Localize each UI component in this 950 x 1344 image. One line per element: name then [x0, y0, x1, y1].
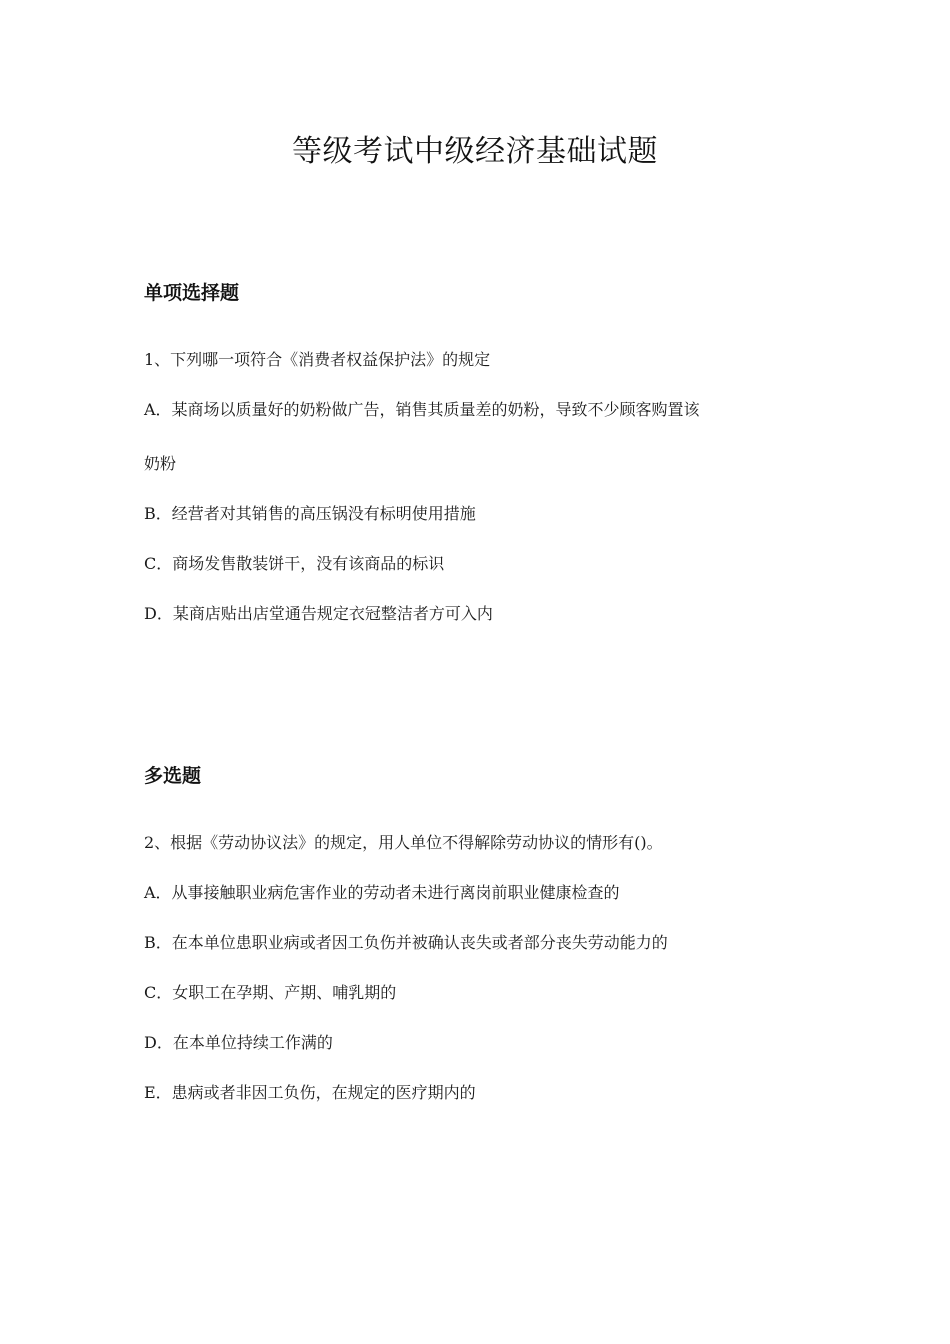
question-1-option-d: D．某商店贴出店堂通告规定衣冠整洁者方可入内: [144, 604, 493, 623]
question-1-option-b: B．经营者对其销售的高压锅没有标明使用措施: [144, 504, 476, 523]
question-2-option-b: B．在本单位患职业病或者因工负伤并被确认丧失或者部分丧失劳动能力的: [144, 933, 668, 952]
document-title: 等级考试中级经济基础试题: [292, 134, 658, 169]
question-2-option-d: D．在本单位持续工作满的: [144, 1033, 333, 1052]
section-heading-multiple-choice: 多选题: [144, 765, 202, 787]
section-heading-single-choice: 单项选择题: [144, 282, 240, 304]
question-1-text: 1、下列哪一项符合《消费者权益保护法》的规定: [144, 350, 491, 369]
question-1-option-a: A．某商场以质量好的奶粉做广告，销售其质量差的奶粉，导致不少顾客购置该: [144, 400, 700, 419]
question-2-option-e: E．患病或者非因工负伤，在规定的医疗期内的: [144, 1083, 476, 1102]
question-2-option-c: C．女职工在孕期、产期、哺乳期的: [144, 983, 397, 1002]
question-1-option-a-continued: 奶粉: [144, 454, 177, 473]
question-2-text: 2、根据《劳动协议法》的规定，用人单位不得解除劳动协议的情形有()。: [144, 833, 663, 852]
question-2-option-a: A．从事接触职业病危害作业的劳动者未进行离岗前职业健康检查的: [144, 883, 620, 902]
question-1-option-c: C．商场发售散装饼干，没有该商品的标识: [144, 554, 445, 573]
